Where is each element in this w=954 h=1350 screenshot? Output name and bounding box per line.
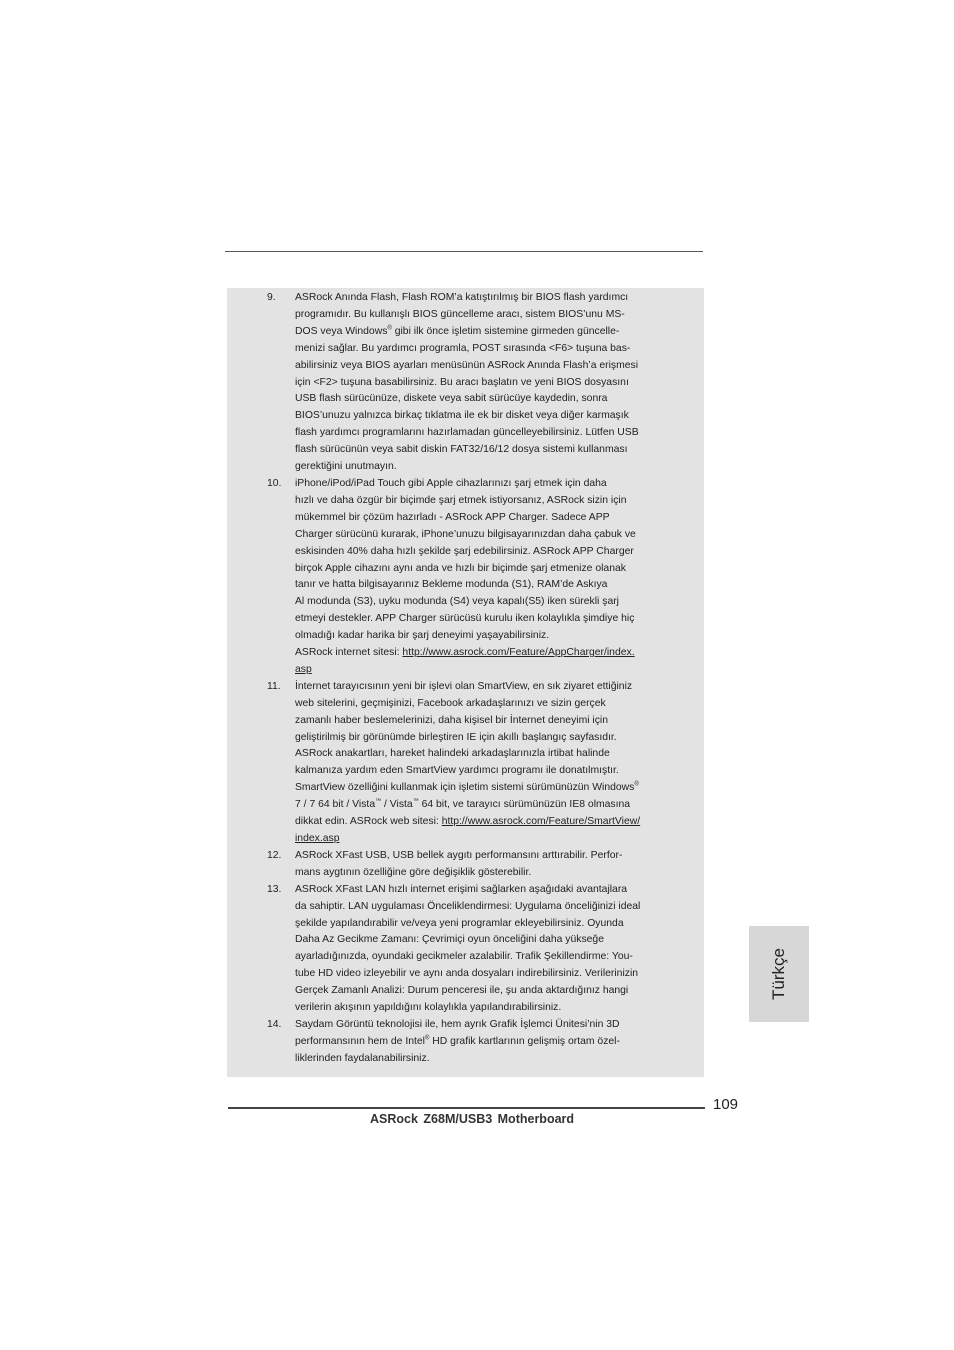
text-line <box>295 814 672 831</box>
text-line: flash sürücünün veya sabit diskin FAT32/16/12 dosya sistemi kullanması <box>295 444 628 456</box>
list-item <box>227 848 704 882</box>
text-line: abilirsiniz veya BIOS ayarları menüsünün ASRock Anında Flash’a erişmesi <box>295 359 639 371</box>
item-text <box>295 679 672 848</box>
app-charger-link-cont[interactable]: asp <box>295 663 312 675</box>
text-line: programıdır. Bu kullanışlı BIOS güncelleme aracı, sistem BIOS’unu MS- <box>295 308 625 320</box>
text-line: da sahiptir. LAN uygulaması Önceliklendirmesi: Uygulama önceliğinizi ideal <box>295 900 641 912</box>
item-text <box>295 1017 672 1068</box>
text-line: İnternet tarayıcısının yeni bir işlevi olan SmartView, en sık ziyaret ettiğiniz <box>295 680 633 692</box>
text-line: hızlı ve daha özgür bir biçimde şarj etmek istiyorsanız, ASRock sizin için <box>295 494 627 506</box>
content-panel <box>227 288 704 1077</box>
text-line: zamanlı haber beslemelerinizi, daha kişisel bir İnternet deneyimi için <box>295 714 609 726</box>
item-number: 10. <box>267 477 282 489</box>
list-item <box>227 476 704 679</box>
text-line: kalmanıza yardım eden SmartView yardımcı programı ile donatılmıştır. <box>295 765 619 777</box>
smartview-link[interactable]: http://www.asrock.com/Feature/SmartView/ <box>441 816 641 828</box>
text-line: geliştirilmiş bir görünümde birleştiren IE için akıllı başlangıç sayfasıdır. <box>295 731 617 743</box>
list-item <box>227 290 704 476</box>
item-number: 9. <box>267 292 276 303</box>
item-number: 12. <box>267 849 282 861</box>
item-text <box>295 476 672 679</box>
smartview-link-cont[interactable]: index.asp <box>295 833 340 844</box>
text-line: şekilde yapılandırabilir ve/veya yeni programlar ekleyebilirsiniz. Oyunda <box>295 917 624 929</box>
text-line: tube HD video izleyebilir ve aynı anda dosyaları indirebilirsiniz. Verilerinizin <box>295 968 639 980</box>
text-line: Al modunda (S3), uyku modunda (S4) veya kapalı(S5) iken sürekli şarj <box>295 596 619 608</box>
text-line: eskisinden 40% daha hızlı şekilde şarj edebilirsiniz. ASRock APP Charger <box>295 545 634 557</box>
item-text <box>295 882 672 1017</box>
language-tab-label: Türkçe <box>769 948 788 1000</box>
text-line: iPhone/iPod/iPad Touch gibi Apple cihazlarınızı şarj etmek için daha <box>295 477 607 489</box>
text-line: Daha Az Gecikme Zamanı: Çevrimiçi oyun önceliğini daha yükseğe <box>295 934 604 946</box>
text-line: ayarladığınızda, oyundaki gecikmeler azalabilir. Trafik Şekillendirme: You- <box>295 951 633 963</box>
text-line: Charger sürücünü kurarak, iPhone’unuzu bilgisayarınızdan daha çabuk ve <box>295 528 636 540</box>
list-item <box>227 1017 704 1068</box>
text-line: flash yardımcı programlarını hazırlamadan güncelleyebilirsiniz. Lütfen USB <box>295 427 639 439</box>
top-divider <box>225 251 703 252</box>
text-line: için <F2> tuşuna basabilirsiniz. Bu aracı başlatın ve yeni BIOS dosyasını <box>295 376 629 388</box>
list-item <box>227 882 704 1017</box>
item-text <box>295 848 672 882</box>
item-text <box>295 290 672 476</box>
text-line: 7 / 7 64 bit / Vista™ / Vista™ 64 bit, ve tarayıcı sürümünüzün IE8 olmasına <box>295 798 631 811</box>
item-number: 13. <box>267 883 282 895</box>
text-line: BIOS’unuzu yalnızca birkaç tıklatma ile ek bir disket veya diğer karmaşık <box>295 410 629 422</box>
text-line: gerektiğini unutmayın. <box>295 461 397 473</box>
site-label: dikkat edin. ASRock web sitesi: <box>295 816 442 828</box>
text-line: liklerinden faydalanabilirsiniz. <box>295 1052 430 1064</box>
text-line: Saydam Görüntü teknolojisi ile, hem ayrık Grafik İşlemci Ünitesi’nin 3D <box>295 1018 620 1030</box>
bottom-divider <box>228 1107 705 1109</box>
text-line: Gerçek Zamanlı Analizi: Durum penceresi ile, şu anda aktardığınız hangi <box>295 985 629 997</box>
text-line: verilerin akışının yapıldığını kolaylıkla yapılandırabilirsiniz. <box>295 1002 562 1014</box>
footer-title: ASRock Z68M/USB3 Motherboard <box>370 1112 575 1126</box>
site-label: ASRock internet sitesi: <box>295 647 403 659</box>
text-line: ASRock anakartları, hareket halindeki arkadaşlarınızla irtibat halinde <box>295 748 610 760</box>
text-line <box>295 645 672 662</box>
text-line: menizi sağlar. Bu yardımcı programla, POST sırasında <F6> tuşuna bas- <box>295 342 631 354</box>
list-item <box>227 679 704 848</box>
text-line: USB flash sürücünüze, diskete veya sabit sürücüye kaydedin, sonra <box>295 393 608 405</box>
text-line: birçok Apple cihazını aynı anda ve hızlı bir biçimde şarj etmenize olanak <box>295 562 626 574</box>
page-number: 109 <box>713 1096 739 1113</box>
text-line: ASRock Anında Flash, Flash ROM’a katıştırılmış bir BIOS flash yardımcı <box>295 292 629 303</box>
text-line: mans aygtının özelliğine göre değişiklik gösterebilir. <box>295 866 532 878</box>
text-line: SmartView özelliğini kullanmak için işletim sistemi sürümünüzün Windows® <box>295 781 639 794</box>
feature-list <box>227 290 704 1068</box>
text-line: olmadığı kadar harika bir şarj deneyimi yaşayabilirsiniz. <box>295 630 550 642</box>
text-line: ASRock XFast LAN hızlı internet erişimi sağlarken aşağıdaki avantajlara <box>295 883 628 895</box>
item-number: 11. <box>267 680 281 692</box>
text-line: web sitelerini, geçmişinizi, Facebook arkadaşlarınızı ve sizin gerçek <box>295 697 606 709</box>
app-charger-link[interactable]: http://www.asrock.com/Feature/AppCharger/index. <box>402 647 635 659</box>
text-line: mükemmel bir çözüm hazırladı - ASRock APP Charger. Sadece APP <box>295 511 610 523</box>
text-line: etmeyi destekler. APP Charger sürücüsü kurulu iken kolaylıkla şimdiye hiç <box>295 613 635 625</box>
text-line: ASRock XFast USB, USB bellek aygıtı performansını arttırabilir. Perfor- <box>295 849 623 861</box>
text-line: performansının hem de Intel® HD grafik kartlarının gelişmiş ortam özel- <box>295 1035 620 1047</box>
text-line: DOS veya Windows® gibi ilk önce işletim sistemine girmeden güncelle- <box>295 325 620 337</box>
item-number: 14. <box>267 1018 282 1030</box>
language-tab <box>749 926 809 1022</box>
text-line: tanır ve hatta bilgisayarınız Bekleme modunda (S1), RAM’de Askıya <box>295 579 608 591</box>
